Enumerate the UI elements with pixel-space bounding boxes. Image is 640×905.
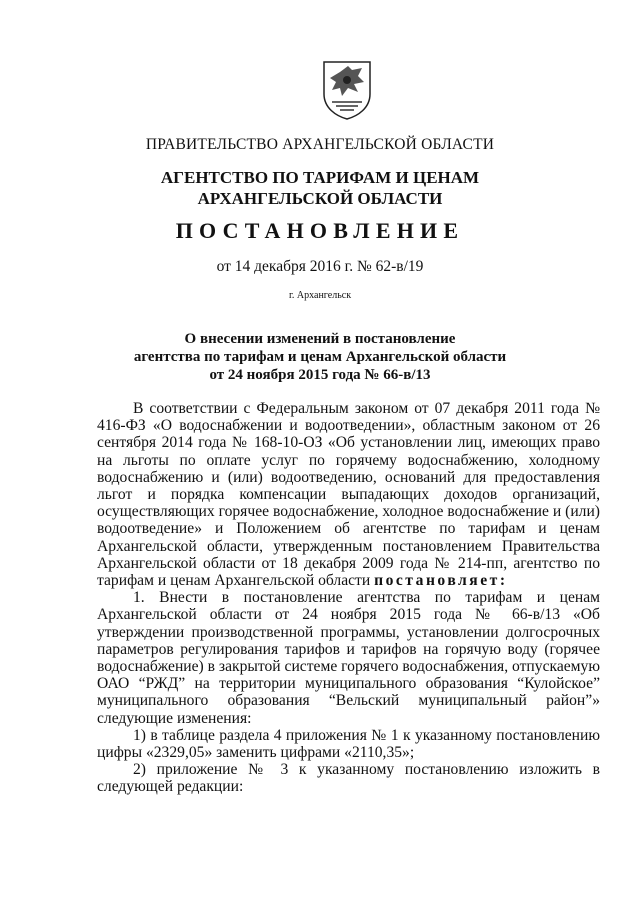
body-paragraph-subitem-2: 2) приложение № 3 к указанному постановлению изложить в следующей редакции: — [97, 761, 600, 796]
government-name: ПРАВИТЕЛЬСТВО АРХАНГЕЛЬСКОЙ ОБЛАСТИ — [145, 136, 495, 153]
agency-name-line1: АГЕНТСТВО ПО ТАРИФАМ И ЦЕНАМ — [160, 168, 480, 187]
subject-line2: агентства по тарифам и ценам Архангельской области — [133, 349, 507, 365]
body-paragraph-subitem-1: 1) в таблице раздела 4 приложения № 1 к указанному постановлению цифры «2329,05» заменить цифрами «2110,35»; — [97, 726, 600, 762]
body-paragraph-item-1: 1. Внести в постановление агентства по тарифам и ценам Архангельской области от 24 ноября 2015 года № 66-в/13 «Об утверждении производственной программы, установлении долгосрочных параметров регулирования тарифов и тарифов на горячую воду (горячее водоснабжение) в закрытой системе горячего водоснабжения, отпускаемую ОАО “РЖД” на территории муниципального образования “Кулойское” муниципального образования “Вельский муниципальный район”» следующие изменения: — [97, 589, 600, 727]
agency-name — [0, 167, 640, 209]
coat-of-arms-icon — [318, 58, 376, 120]
resolves-keyword: постановляет: — [374, 572, 508, 590]
document-body — [97, 400, 600, 796]
document-date-number: от 14 декабря 2016 г. № 62-в/19 — [216, 258, 424, 275]
body-paragraph-preamble — [97, 400, 600, 589]
document-city: г. Архангельск — [288, 290, 352, 301]
preamble-text: В соответствии с Федеральным законом от 07 декабря 2011 года № 416-ФЗ «О водоснабжении и водоотведении», областным законом от 26 сентября 2014 года № 168-10-ОЗ «Об установлении лиц, имеющих право на льготы по оплате услуг по горячему водоснабжению, холодному водоснабжению и (или) водоотведению, оснований для предоставления льгот и порядка компенсации выпадающих доходов организаций, осуществляющих горячее водоснабжение, холодное водоснабжение и (или) водоотведение» и Положением об агентстве по тарифам и ценам Архангельской области, утвержденным постановлением Правительства Архангельской области от 18 декабря 2009 года № 214-пп, агентство по тарифам и ценам Архангельской области — [97, 400, 600, 590]
subject-line1: О внесении изменений в постановление — [184, 331, 456, 347]
subject-line3: от 24 ноября 2015 года № 66-в/13 — [209, 367, 431, 383]
agency-name-line2: АРХАНГЕЛЬСКОЙ ОБЛАСТИ — [197, 189, 443, 208]
document-subject — [0, 330, 640, 384]
document-type: ПОСТАНОВЛЕНИЕ — [175, 218, 465, 243]
